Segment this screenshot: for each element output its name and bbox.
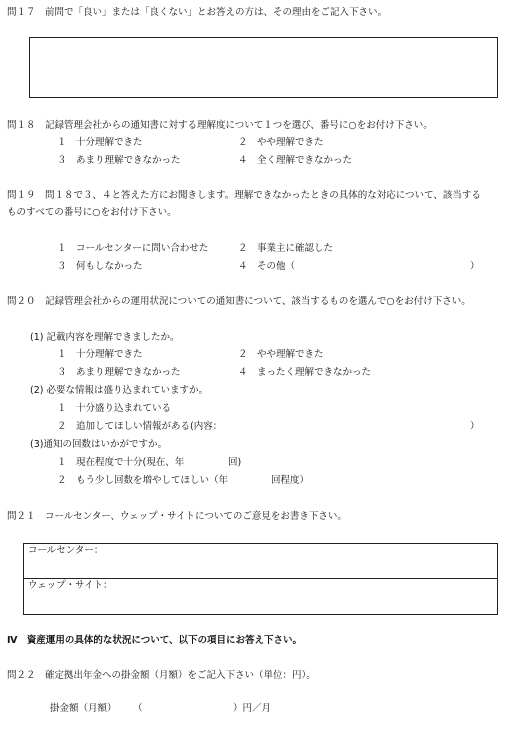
q18-option-3[interactable]: ３ あまり理解できなかった <box>57 155 181 166</box>
q20-sub3-option-1-suffix: 回) <box>228 457 242 468</box>
q21-text: 問２１ コールセンター、ウェップ・サイトについてのご意見をお書き下さい。 <box>7 511 347 522</box>
q19-text-line2: ものすべての番号に○をお付け下さい。 <box>7 207 177 218</box>
section4-heading: Ⅳ 資産運用の具体的な状況について、以下の項目にお答え下さい。 <box>7 635 303 646</box>
q20-sub3-option-1[interactable]: １ 現在程度で十分(現在、年 <box>57 457 185 468</box>
q19-option-2[interactable]: ２ 事業主に確認した <box>238 243 334 254</box>
q20-sub1-option-2[interactable]: ２ やや理解できた <box>238 349 324 360</box>
q20-sub2-option-1[interactable]: １ 十分盛り込まれている <box>57 403 172 414</box>
q22-text: 問２２ 確定拠出年金への掛金額（月額）をご記入下さい（単位：円）。 <box>7 670 316 681</box>
q20-sub1-option-4[interactable]: ４ まったく理解できなかった <box>238 367 372 378</box>
q22-unit: ）円／月 <box>233 703 272 714</box>
q17-reason-textbox[interactable] <box>29 37 498 98</box>
q21-website-field[interactable] <box>24 593 497 614</box>
q20-sub3-option-2-suffix: 回程度） <box>271 475 310 486</box>
q21-website-label: ウェップ・サイト： <box>28 580 113 591</box>
q22-open-paren: （ <box>133 703 143 714</box>
q18-option-1[interactable]: １ 十分理解できた <box>57 137 143 148</box>
q20-sub3-option-2[interactable]: ２ もう少し回数を増やしてほしい（年 <box>57 475 229 486</box>
q19-option-4[interactable]: ４ その他（ <box>238 261 296 272</box>
q18-option-4[interactable]: ４ 全く理解できなかった <box>238 155 353 166</box>
q21-divider <box>23 578 498 579</box>
q20-text: 問２０ 記録管理会社からの運用状況についての通知書について、該当するものを選んで○をお付け下さい。 <box>7 296 471 307</box>
q19-text-line1: 問１９ 問１８で３、４と答えた方にお聞きします。理解できなかったときの具体的な対応について、該当する <box>7 190 481 201</box>
q18-option-2[interactable]: ２ やや理解できた <box>238 137 324 148</box>
q20-sub2-label: (2) 必要な情報は盛り込まれていますか。 <box>30 385 208 396</box>
q19-other-close-paren: ） <box>470 261 480 272</box>
q21-callcenter-field[interactable] <box>24 558 497 577</box>
q20-sub1-option-3[interactable]: ３ あまり理解できなかった <box>57 367 181 378</box>
q19-option-1[interactable]: １ コールセンターに問い合わせた <box>57 243 209 254</box>
q20-sub1-option-1[interactable]: １ 十分理解できた <box>57 349 143 360</box>
q18-text: 問１８ 記録管理会社からの通知書に対する理解度について１つを選び、番号に○をお付け下さい。 <box>7 120 433 131</box>
q20-sub1-label: (1) 記載内容を理解できましたか。 <box>30 332 180 343</box>
q21-callcenter-label: コールセンター： <box>28 545 104 556</box>
q22-field-label: 掛金額（月額） <box>50 703 117 714</box>
q20-sub3-label: (3)通知の回数はいかがですか。 <box>30 439 167 450</box>
q17-text: 問１７ 前問で「良い」または「良くない」とお答えの方は、その理由をご記入下さい。 <box>7 7 388 18</box>
q20-sub2-close-paren: ） <box>470 421 480 432</box>
q22-amount-field[interactable] <box>146 701 232 716</box>
q19-option-3[interactable]: ３ 何もしなかった <box>57 261 143 272</box>
q20-sub2-option-2[interactable]: ２ 追加してほしい情報がある(内容： <box>57 421 223 432</box>
